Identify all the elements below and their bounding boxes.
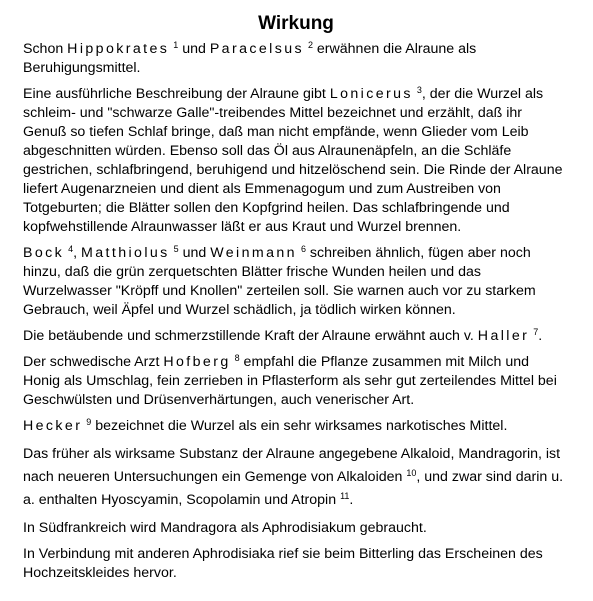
text: Das früher als wirksame Substanz der Alraune angegebene Alkaloid, Mandragorin, ist nach neueren Untersuchungen ein Gemenge von Alkaloiden [23,446,561,485]
paragraph-7 [23,443,569,512]
footnote-ref[interactable]: 1 [173,40,179,50]
paragraph-1 [23,40,569,78]
text: schreiben ähnlich, fügen aber noch hinzu, daß die grün zerquetschten Blätter frische Wunden heilen und das Wurzelwasser "Kröpff und Knollen" zerteilen soll. Sie warnen auch vor zu starkem Gebrauch, weil Äpfel und Wurzel schädlich, ja tödlich wirken können. [23,245,536,318]
footnote-ref[interactable]: 3 [416,85,422,95]
text: , der die Wurzel als schleim- und "schwarze Galle"-treibendes Mittel bezeichnet und erzählt, daß ihr Genuß so tiefen Schlaf bringe, daß man nicht empfände, wenn Glieder vom Leib abgeschnitten würden. Ebenso soll das Öl aus Alraunenäpfeln, an die Schläfe gestrichen, schlafbringend, beruhigend und hitzelöschend sein. Die Rinde der Alraune liefert Augenarzneien und dient als Emmenagogum und zum Austreiben von Totgeburten; die Blätter sollen den Kopfgrind heilen. Das schlafbringende und kopfwehstillende Alraunwasser läßt er aus Kraut und Wurzel brennen. [23,86,563,235]
text: und [178,245,211,261]
text: . [538,328,543,344]
paragraph-6 [23,417,569,436]
text: empfahl die Pflanze zusammen mit Milch und Honig als Umschlag, fein zerrieben in Pflasterform als sehr gut zerteilendes Mittel bei Geschwülsten und Drüsenverhärtungen, auch venerischer Art. [23,354,557,408]
text: und [178,41,210,57]
footnote-ref[interactable]: 9 [86,417,92,427]
author-name: Paracelsus [209,41,304,57]
footnote-ref[interactable]: 8 [234,353,240,363]
author-name: Hofberg [163,354,231,370]
text: . [349,492,354,508]
author-name: Lonicerus [329,86,413,102]
footnote-ref[interactable]: 2 [307,40,313,50]
text: Schon [23,41,68,57]
text: erwähnen die Alraune als Beruhigungsmittel. [23,41,477,76]
author-name: Weinmann [210,245,297,261]
text: Die betäubende und schmerzstillende Kraft der Alraune erwähnt auch v. [23,328,478,344]
paragraph-2 [23,85,569,237]
text: In Verbindung mit anderen Aphrodisiaka rief sie beim Bitterling das Erscheinen des Hochzeitskleides hervor. [23,546,543,581]
author-name: Bock [23,245,65,261]
footnote-ref[interactable]: 6 [300,244,306,254]
text: Der schwedische Arzt [23,354,164,370]
author-name: Hecker [23,418,83,434]
paragraph-8 [23,519,569,538]
footnote-ref[interactable]: 7 [533,327,539,337]
footnote-ref[interactable]: 11 [340,491,350,501]
paragraph-4 [23,327,569,346]
author-name: Hippokrates [67,41,170,57]
author-name: Haller [477,328,530,344]
paragraph-3 [23,244,569,320]
text: bezeichnet die Wurzel als ein sehr wirksames narkotisches Mittel. [91,418,508,434]
text: Eine ausführliche Beschreibung der Alraune gibt [23,86,330,102]
footnote-ref[interactable]: 5 [173,244,179,254]
footnote-ref[interactable]: 10 [406,468,417,478]
author-name: Matthiolus [81,245,170,261]
paragraph-9 [23,545,569,583]
page-title: Wirkung [258,13,334,34]
paragraph-5 [23,353,569,410]
text: , und zwar sind darin u. a. enthalten Hyoscyamin, Scopolamin und Atropin [23,469,564,508]
text: In Südfrankreich wird Mandragora als Aphrodisiakum gebraucht. [23,520,427,536]
text: , [73,245,82,261]
footnote-ref[interactable]: 4 [68,244,74,254]
